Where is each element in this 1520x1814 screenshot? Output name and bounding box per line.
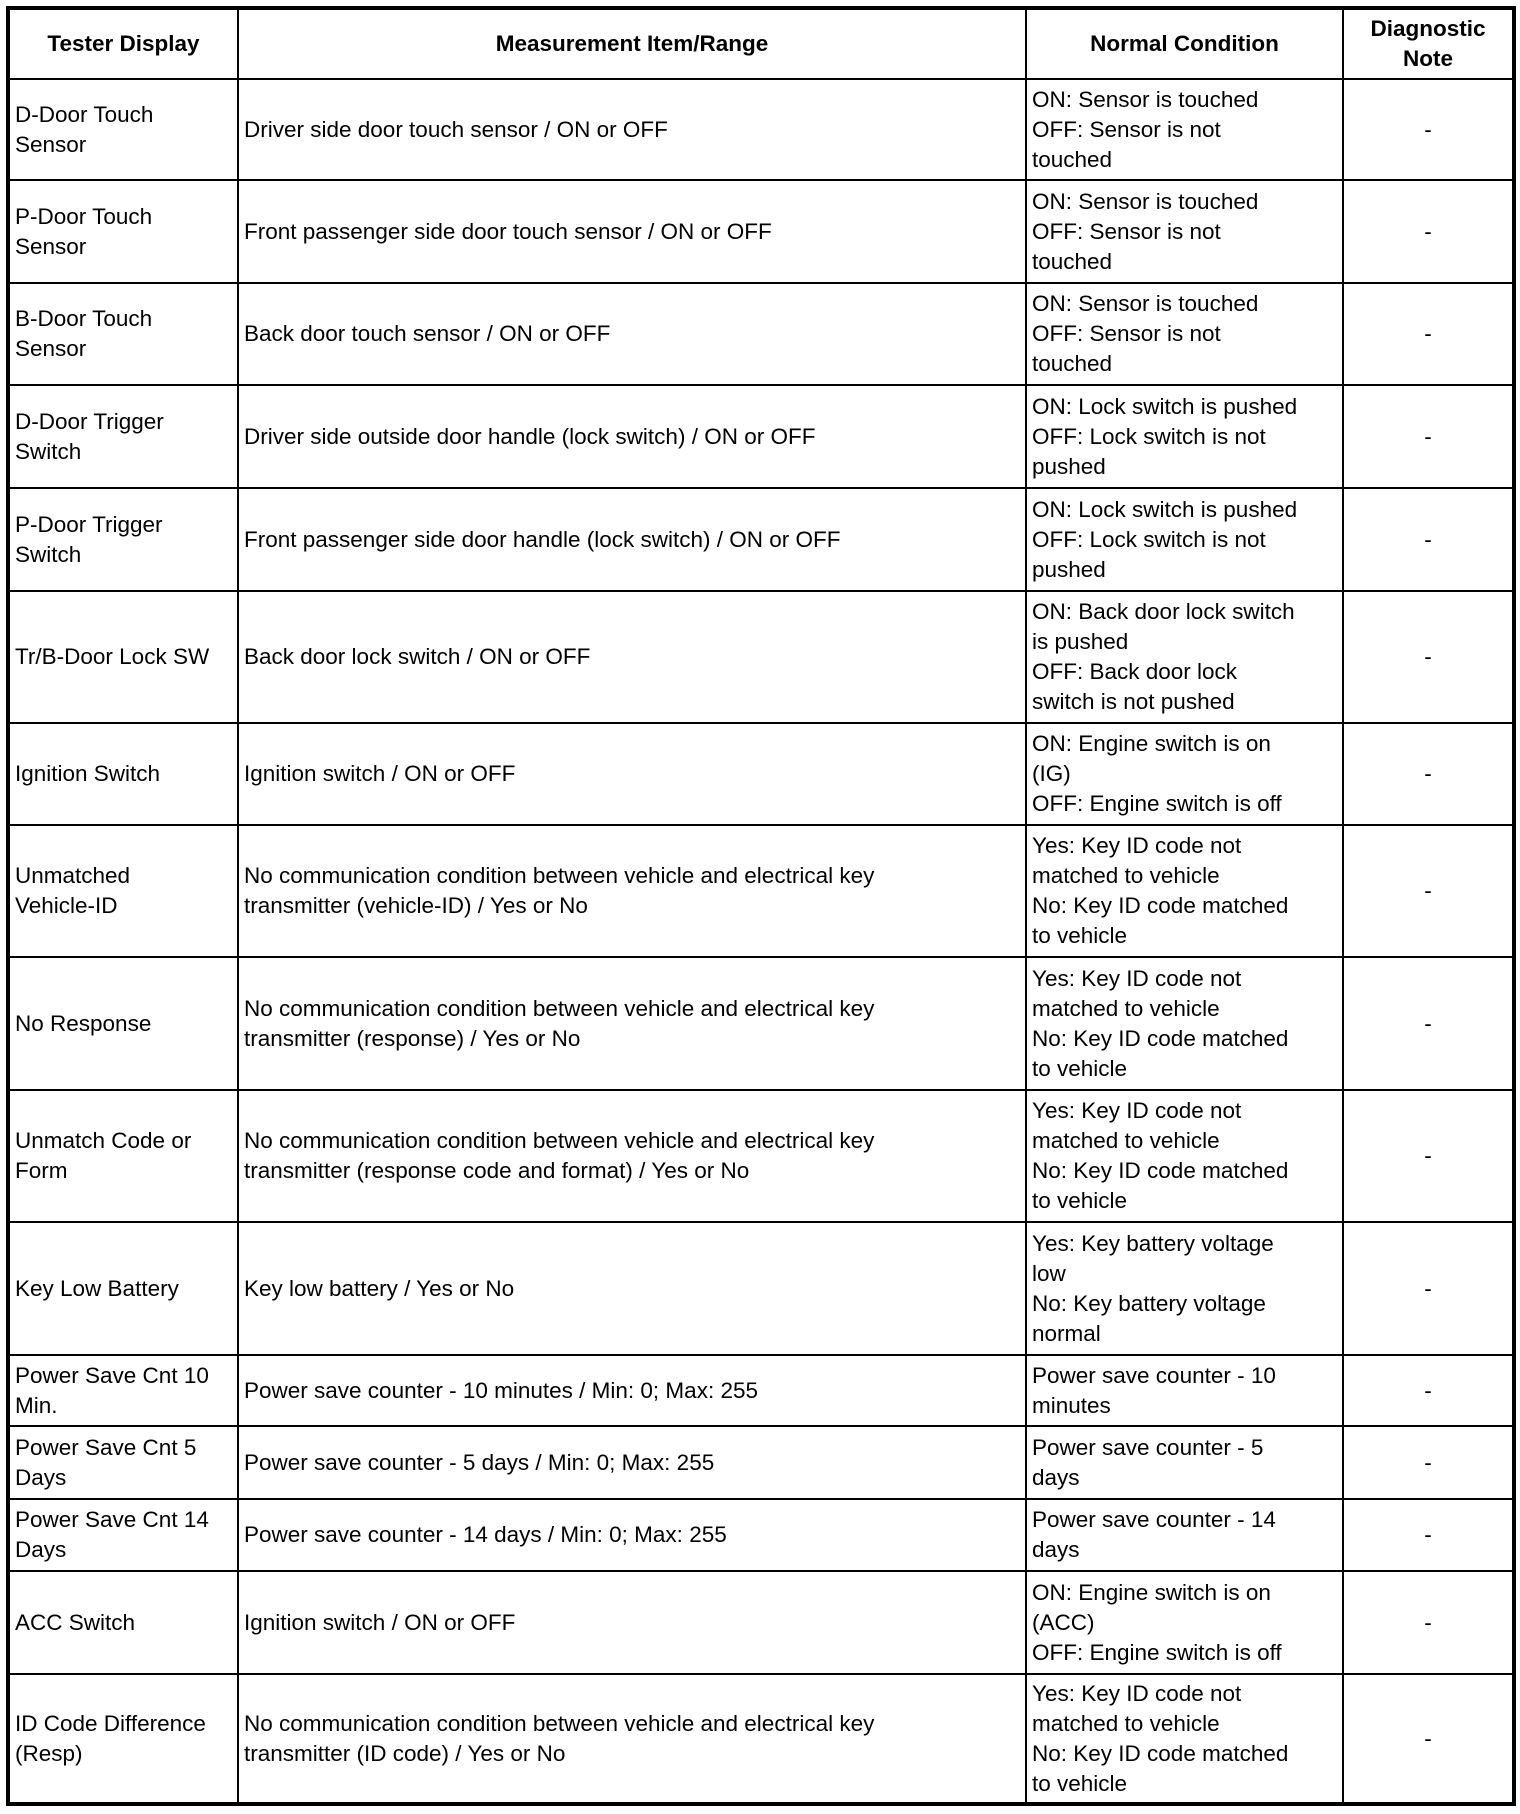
measurement-item-cell: Driver side door touch sensor / ON or OFF: [238, 79, 1026, 180]
measurement-item-cell: Key low battery / Yes or No: [238, 1222, 1026, 1355]
diagnostic-note-cell: -: [1343, 79, 1514, 180]
table-row: [8, 1674, 1514, 1804]
table-row: [8, 957, 1514, 1090]
measurement-item-cell: Back door lock switch / ON or OFF: [238, 591, 1026, 723]
measurement-item-cell: Power save counter - 10 minutes / Min: 0; Max: 255: [238, 1355, 1026, 1426]
diagnostic-note-cell: -: [1343, 1222, 1514, 1355]
diagnostic-note-cell: -: [1343, 1571, 1514, 1674]
normal-condition-cell: Yes: Key battery voltage low No: Key battery voltage normal: [1026, 1222, 1343, 1355]
tester-display-cell: ID Code Difference (Resp): [8, 1674, 238, 1804]
diagnostic-note-cell: -: [1343, 591, 1514, 723]
measurement-item-cell: Back door touch sensor / ON or OFF: [238, 283, 1026, 385]
normal-condition-cell: ON: Back door lock switch is pushed OFF: Back door lock switch is not pushed: [1026, 591, 1343, 723]
measurement-item-cell: Driver side outside door handle (lock switch) / ON or OFF: [238, 385, 1026, 488]
tester-display-cell: Power Save Cnt 14 Days: [8, 1499, 238, 1571]
tester-display-cell: D-Door Trigger Switch: [8, 385, 238, 488]
tester-display-cell: Tr/B-Door Lock SW: [8, 591, 238, 723]
diagnostic-note-cell: -: [1343, 957, 1514, 1090]
normal-condition-cell: Power save counter - 5 days: [1026, 1426, 1343, 1499]
data-list-table: [6, 6, 1516, 1806]
table-row: [8, 1499, 1514, 1571]
diagnostic-note-cell: -: [1343, 385, 1514, 488]
diagnostic-note-cell: -: [1343, 1499, 1514, 1571]
table-row: [8, 283, 1514, 385]
table-row: [8, 591, 1514, 723]
header-diagnostic-note: Diagnostic Note: [1343, 8, 1514, 79]
diagnostic-note-cell: -: [1343, 1090, 1514, 1222]
normal-condition-cell: Yes: Key ID code not matched to vehicle No: Key ID code matched to vehicle: [1026, 1090, 1343, 1222]
table-row: [8, 1571, 1514, 1674]
diagnostic-note-cell: -: [1343, 283, 1514, 385]
tester-display-cell: Key Low Battery: [8, 1222, 238, 1355]
table-row: [8, 723, 1514, 825]
tester-display-cell: Ignition Switch: [8, 723, 238, 825]
table-row: [8, 488, 1514, 591]
measurement-item-cell: No communication condition between vehicle and electrical key transmitter (ID code) / Yes or No: [238, 1674, 1026, 1804]
table-row: [8, 79, 1514, 180]
header-tester-display: Tester Display: [8, 8, 238, 79]
normal-condition-cell: ON: Engine switch is on (ACC) OFF: Engine switch is off: [1026, 1571, 1343, 1674]
diagnostic-note-cell: -: [1343, 180, 1514, 283]
table-row: [8, 1090, 1514, 1222]
tester-display-cell: D-Door Touch Sensor: [8, 79, 238, 180]
diagnostic-note-cell: -: [1343, 1426, 1514, 1499]
table-row: [8, 1355, 1514, 1426]
table-row: [8, 1222, 1514, 1355]
normal-condition-cell: Yes: Key ID code not matched to vehicle No: Key ID code matched to vehicle: [1026, 1674, 1343, 1804]
normal-condition-cell: ON: Lock switch is pushed OFF: Lock switch is not pushed: [1026, 385, 1343, 488]
normal-condition-cell: ON: Sensor is touched OFF: Sensor is not touched: [1026, 79, 1343, 180]
header-row: [8, 8, 1514, 79]
normal-condition-cell: ON: Sensor is touched OFF: Sensor is not touched: [1026, 283, 1343, 385]
measurement-item-cell: No communication condition between vehicle and electrical key transmitter (response code and format) / Yes or No: [238, 1090, 1026, 1222]
measurement-item-cell: No communication condition between vehicle and electrical key transmitter (vehicle-ID) / Yes or No: [238, 825, 1026, 957]
measurement-item-cell: Front passenger side door handle (lock switch) / ON or OFF: [238, 488, 1026, 591]
tester-display-cell: B-Door Touch Sensor: [8, 283, 238, 385]
tester-display-cell: Power Save Cnt 10 Min.: [8, 1355, 238, 1426]
tester-display-cell: P-Door Trigger Switch: [8, 488, 238, 591]
tester-display-cell: Unmatch Code or Form: [8, 1090, 238, 1222]
tester-display-cell: ACC Switch: [8, 1571, 238, 1674]
measurement-item-cell: Ignition switch / ON or OFF: [238, 1571, 1026, 1674]
table-row: [8, 1426, 1514, 1499]
measurement-item-cell: Front passenger side door touch sensor / ON or OFF: [238, 180, 1026, 283]
measurement-item-cell: Power save counter - 5 days / Min: 0; Max: 255: [238, 1426, 1026, 1499]
diagnostic-note-cell: -: [1343, 825, 1514, 957]
measurement-item-cell: No communication condition between vehicle and electrical key transmitter (response) / Yes or No: [238, 957, 1026, 1090]
measurement-item-cell: Ignition switch / ON or OFF: [238, 723, 1026, 825]
diagnostic-note-cell: -: [1343, 723, 1514, 825]
table-row: [8, 385, 1514, 488]
normal-condition-cell: Power save counter - 14 days: [1026, 1499, 1343, 1571]
normal-condition-cell: Yes: Key ID code not matched to vehicle No: Key ID code matched to vehicle: [1026, 957, 1343, 1090]
tester-display-cell: Power Save Cnt 5 Days: [8, 1426, 238, 1499]
normal-condition-cell: ON: Sensor is touched OFF: Sensor is not touched: [1026, 180, 1343, 283]
diagnostic-note-cell: -: [1343, 488, 1514, 591]
table-row: [8, 180, 1514, 283]
tester-display-cell: No Response: [8, 957, 238, 1090]
normal-condition-cell: Yes: Key ID code not matched to vehicle No: Key ID code matched to vehicle: [1026, 825, 1343, 957]
table-row: [8, 825, 1514, 957]
header-measurement-item: Measurement Item/Range: [238, 8, 1026, 79]
diagnostic-note-cell: -: [1343, 1355, 1514, 1426]
diagnostic-note-cell: -: [1343, 1674, 1514, 1804]
tester-display-cell: P-Door Touch Sensor: [8, 180, 238, 283]
tester-display-cell: Unmatched Vehicle-ID: [8, 825, 238, 957]
normal-condition-cell: ON: Lock switch is pushed OFF: Lock switch is not pushed: [1026, 488, 1343, 591]
normal-condition-cell: Power save counter - 10 minutes: [1026, 1355, 1343, 1426]
measurement-item-cell: Power save counter - 14 days / Min: 0; Max: 255: [238, 1499, 1026, 1571]
header-normal-condition: Normal Condition: [1026, 8, 1343, 79]
normal-condition-cell: ON: Engine switch is on (IG) OFF: Engine switch is off: [1026, 723, 1343, 825]
